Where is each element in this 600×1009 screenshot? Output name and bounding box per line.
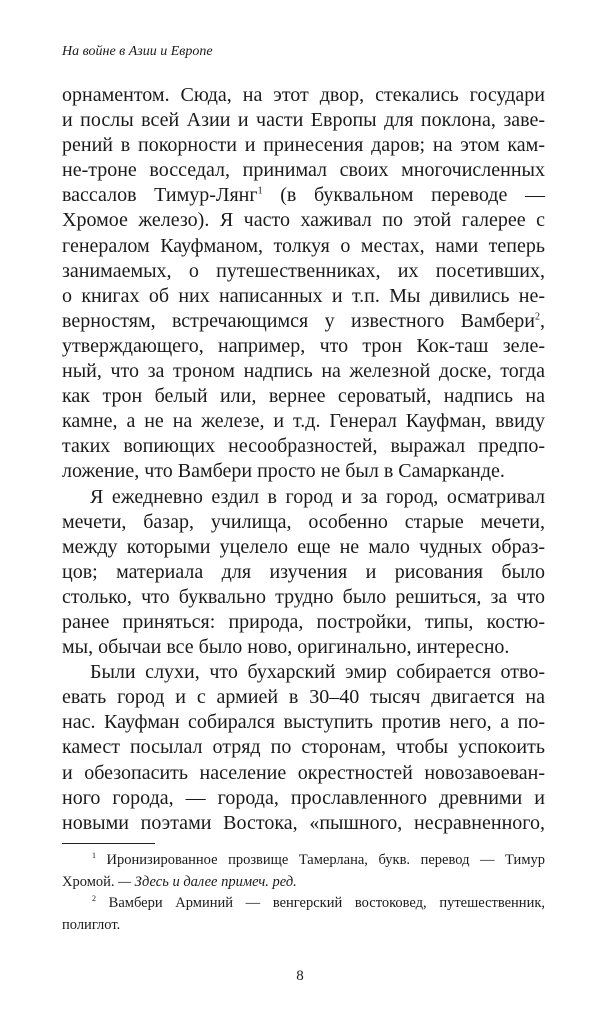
text-line: таких вопиющих несообразностей, выражал предпо-	[62, 435, 545, 458]
footnote-1-line	[62, 850, 545, 872]
footnote-mark: 2	[92, 894, 96, 904]
paragraph	[62, 660, 545, 836]
text-span: Иронизированное прозвище Тамерлана, букв. перевод — Тимур	[96, 852, 545, 868]
text-line: орнаментом. Сюда, на этот двор, стекались государи	[62, 84, 545, 106]
text-span: (в буквальном переводе —	[262, 184, 545, 207]
page-number: 8	[296, 968, 304, 984]
text-line: не-троне восседал, принимал своих многочисленных	[62, 159, 545, 182]
text-line: ный, что за троном надпись на железной доске, тогда	[62, 360, 545, 383]
text-line	[62, 183, 545, 208]
footnote-2-line	[62, 893, 545, 915]
text-line: столько, что буквально трудно было решиться, за что	[62, 585, 545, 608]
text-line: ложение, что Вамбери просто не был в Самарканде.	[62, 460, 505, 483]
text-line: между которыми уцелело еще не мало чудных образ-	[62, 535, 545, 558]
footnotes	[62, 850, 545, 936]
text-line: рений в покорности и принесения даров; на этом кам-	[62, 134, 545, 157]
text-span: верностям, встречающимся у известного Вамбери	[62, 309, 535, 332]
text-line: цов; материала для изучения и рисования было	[62, 560, 545, 583]
text-line: занимаемых, о путешественниках, их посетивших,	[62, 259, 545, 282]
text-span: Вамбери Арминий — венгерский востоковед, путешественник,	[96, 895, 545, 911]
text-line: и послы всей Азии и части Европы для поклона, заве-	[62, 109, 545, 132]
paragraph	[62, 485, 545, 661]
text-line: нас. Кауфман собирался выступить против него, а по-	[62, 711, 545, 734]
text-line: мы, обычаи все было ново, оригинально, интересно.	[62, 636, 510, 659]
paragraph	[62, 83, 545, 485]
footnote-1-line	[62, 872, 545, 894]
text-line: новыми поэтами Востока, «пышного, несравненного,	[62, 811, 545, 834]
text-line: евать город и с армией в 30–40 тысяч двигается на	[62, 686, 545, 709]
text-line: Хромое железо). Я часто хаживал по этой галерее с	[62, 209, 545, 232]
text-line: Были слухи, что бухарский эмир собирается отво-	[90, 661, 545, 684]
text-line: как трон белый или, вернее сероватый, надпись на	[62, 385, 545, 408]
text-line: и обезопасить население окрестностей новозавоеван-	[62, 761, 545, 784]
text-line: камест посылал отряд по сторонам, чтобы успокоить	[62, 736, 545, 759]
text-line: генералом Кауфманом, толкуя о местах, нами теперь	[62, 234, 545, 257]
text-line	[62, 309, 545, 334]
text-line: ного города, — города, прославленного древними и	[62, 786, 545, 809]
text-line: Я ежедневно ездил в город и за город, осматривал	[90, 485, 545, 508]
editor-note: — Здесь и далее примеч. ред.	[118, 873, 297, 890]
text-span: Хромой.	[62, 873, 119, 890]
running-header: На войне в Азии и Европе	[62, 44, 213, 59]
text-span: вассалов Тимур-Лянг	[62, 184, 258, 207]
text-line: о книгах об них написанных и т.п. Мы дивились не-	[62, 284, 545, 307]
footnote-ref: 1	[257, 185, 263, 197]
text-line: камне, а не на железе, и т.д. Генерал Кауфман, ввиду	[62, 410, 545, 433]
footnote-2-line: полиглот.	[62, 916, 121, 933]
footnote-ref: 2	[535, 311, 540, 323]
text-span: ,	[540, 309, 545, 332]
text-line: ранее приняться: природа, постройки, типы, костю-	[62, 610, 545, 633]
body-text	[62, 83, 545, 836]
footnote-divider	[62, 843, 155, 844]
text-line: утверждающего, например, что трон Кок-таш зеле-	[62, 334, 545, 357]
footnote-mark: 1	[92, 851, 96, 861]
text-line: мечети, базар, училища, особенно старые мечети,	[62, 510, 545, 533]
